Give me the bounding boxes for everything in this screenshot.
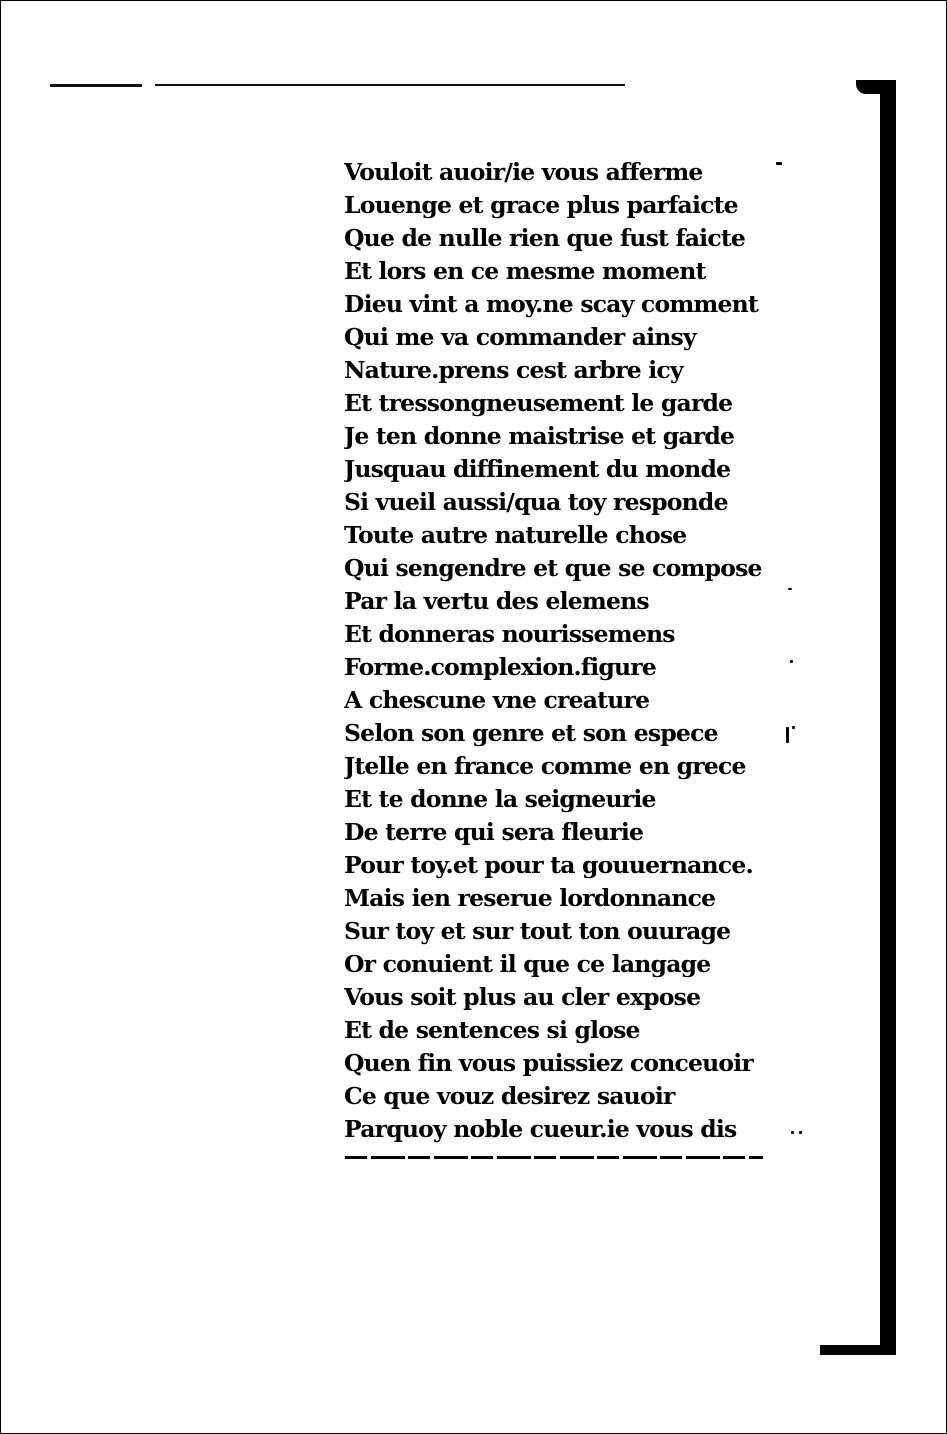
verse-line: Pour toy.et pour ta gouuernance. <box>344 851 753 879</box>
scan-speck <box>792 726 795 729</box>
cut-off-line-remnant <box>345 1156 763 1159</box>
top-rule <box>50 84 142 87</box>
verse-line: Par la vertu des elemens <box>344 587 649 615</box>
verse-line: Quen fin vous puissiez conceuoir <box>344 1049 754 1077</box>
verse-line: Forme.complexion.figure <box>344 653 656 681</box>
verse-line: Dieu vint a moy.ne scay comment <box>344 290 758 318</box>
verse-line: Jtelle en france comme en grece <box>344 752 746 780</box>
top-rule <box>155 84 625 86</box>
verse-line: Que de nulle rien que fust faicte <box>344 224 746 252</box>
verse-line: Louenge et grace plus parfaicte <box>344 191 738 219</box>
verse-column <box>344 156 784 1146</box>
verse-line: Vous soit plus au cler expose <box>344 983 701 1011</box>
verse-line: Toute autre naturelle chose <box>344 521 687 549</box>
verse-line: De terre qui sera fleurie <box>344 818 644 846</box>
scan-speck <box>788 588 792 590</box>
verse-line: Je ten donne maistrise et garde <box>344 422 735 450</box>
verse-line: Et donneras nourissemens <box>344 620 675 648</box>
verse-line: Ce que vouz desirez sauoir <box>344 1082 675 1110</box>
verse-line: Et lors en ce mesme moment <box>344 257 706 285</box>
verse-line: A chescune vne creature <box>344 686 650 714</box>
verse-line: Nature.prens cest arbre icy <box>344 356 683 384</box>
verse-line: Vouloit auoir/ie vous afferme <box>344 158 703 186</box>
verse-line: Si vueil aussi/qua toy responde <box>344 488 728 516</box>
binding-edge-bottom <box>820 1345 896 1355</box>
scan-speck <box>799 1131 802 1134</box>
scan-speck <box>786 727 789 743</box>
verse-line: Or conuient il que ce langage <box>344 950 711 978</box>
verse-line: Mais ien reserue lordonnance <box>344 884 716 912</box>
verse-line: Qui me va commander ainsy <box>344 323 696 351</box>
verse-line: Et tressongneusement le garde <box>344 389 733 417</box>
verse-line: Selon son genre et son espece <box>344 719 718 747</box>
verse-line: Et de sentences si glose <box>344 1016 640 1044</box>
verse-line: Et te donne la seigneurie <box>344 785 656 813</box>
scan-speck <box>790 660 793 663</box>
binding-edge <box>880 80 896 1355</box>
verse-line: Jusquau diffinement du monde <box>344 455 731 483</box>
verse-line: Parquoy noble cueur.ie vous dis <box>344 1115 737 1143</box>
verse-line: Qui sengendre et que se compose <box>344 554 762 582</box>
verse-line: Sur toy et sur tout ton ouurage <box>344 917 731 945</box>
scan-speck <box>791 1131 794 1134</box>
